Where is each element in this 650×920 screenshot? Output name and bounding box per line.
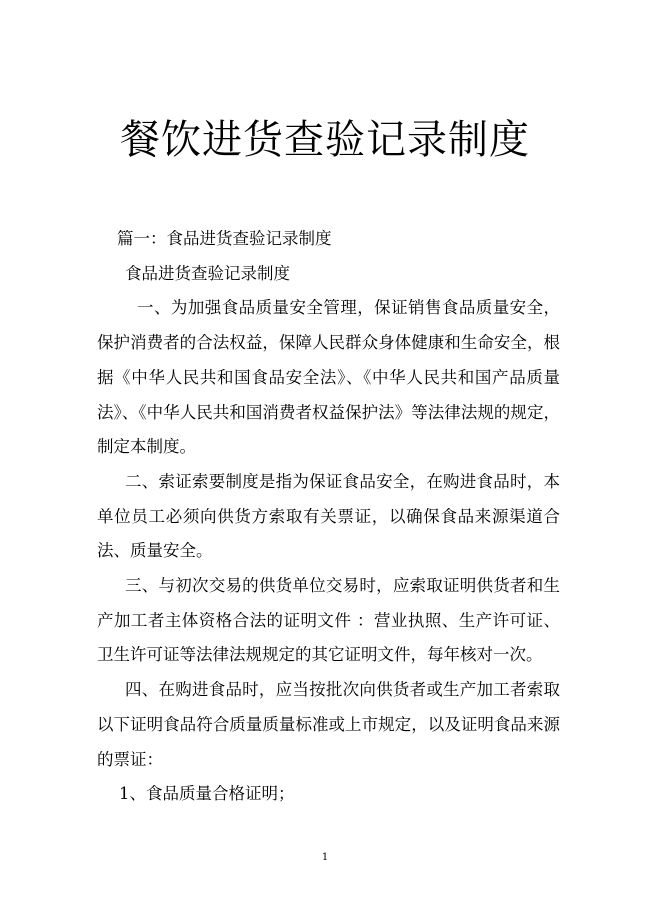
paragraph-2: 二、索证索要制度是指为保证食品安全，在购进食品时，本单位员工必须向供货方索取有关票证，以确保食品来源渠道合法、质量安全。 [97, 471, 560, 561]
paragraph-4: 四、在购进食品时，应当按批次向供货者或生产加工者索取以下证明食品符合质量质量标准或上市规定，以及证明食品来源的票证： [97, 680, 560, 769]
paragraph-3: 三、与初次交易的供货单位交易时，应索取证明供货者和生产加工者主体资格合法的证明文件 ：营业执照、生产许可证、卫生许可证等法律法规规定的其它证明文件，每年核对一次。 [97, 576, 560, 665]
document-body [97, 222, 560, 812]
list-item-1: 1、食品质量合格证明； [119, 784, 295, 804]
subheading: 食品进货查验记录制度 [125, 263, 290, 283]
document-title: 餐饮进货查验记录制度 [120, 117, 530, 163]
page-number: 1 [321, 852, 329, 863]
section-heading: 篇一：食品进货查验记录制度 [117, 229, 332, 248]
paragraph-1: 一、为加强食品质量安全管理，保证销售食品质量安全，保护消费者的合法权益，保障人民群众身体健康和生命安全，根据《中华人民共和国食品安全法》、《中华人民共和国产品质量法》、《中华人民共和国消费者权益保护法》等法律法规的规定，制定本制度。 [97, 298, 560, 457]
